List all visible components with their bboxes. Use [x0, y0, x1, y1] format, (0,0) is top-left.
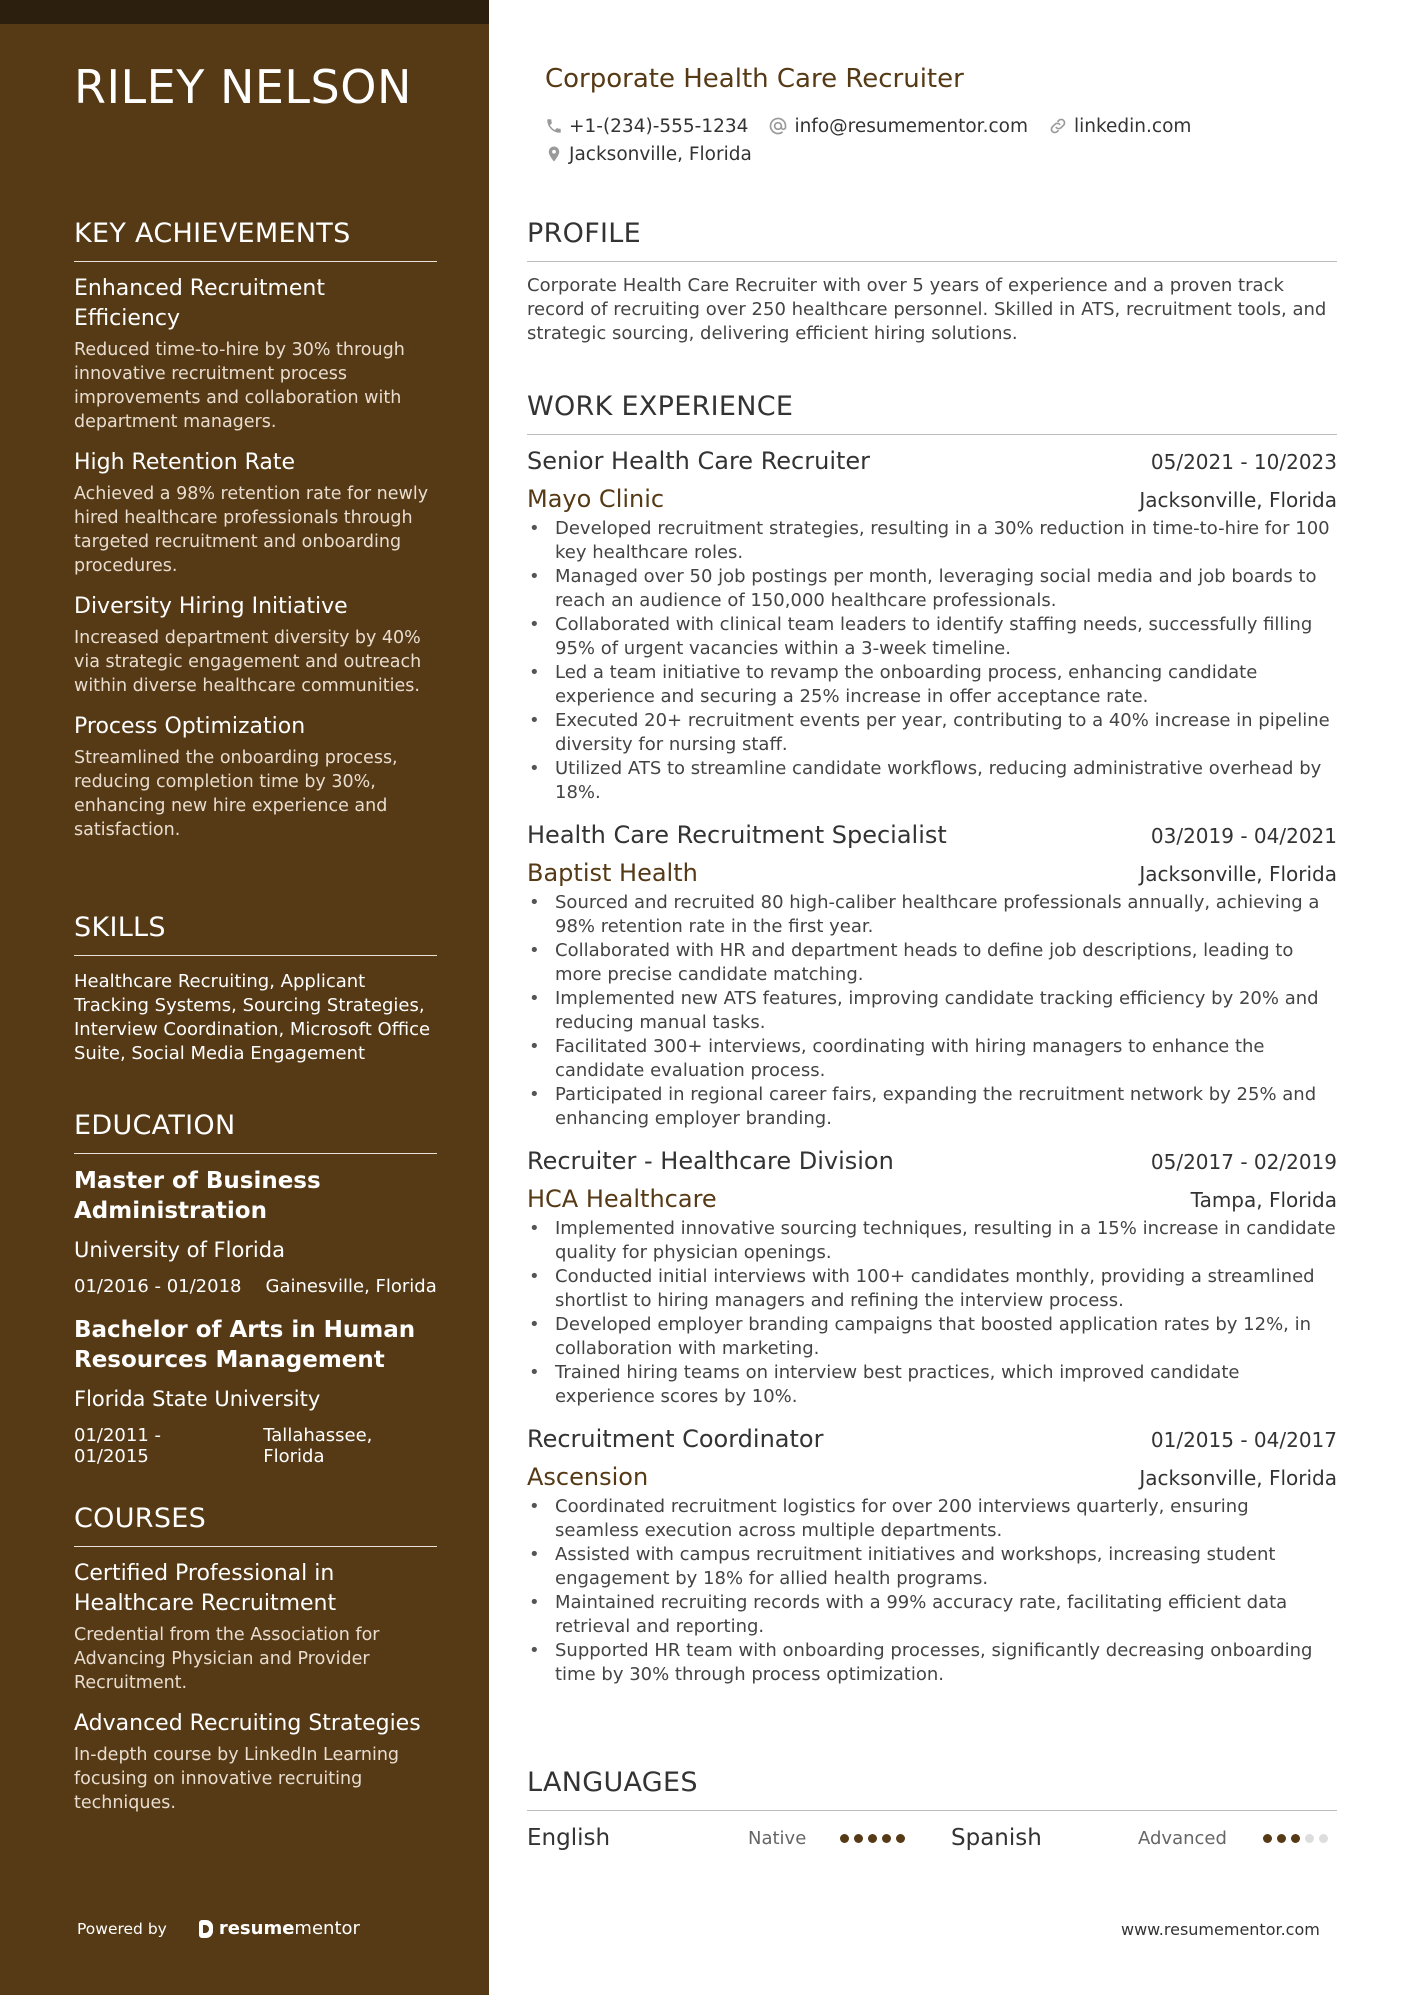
contact-phone[interactable] — [545, 116, 748, 137]
job-bullet: • Collaborated with HR and department heads to define job descriptions, leading to more precise candidate matching. — [527, 939, 1337, 987]
achievements-heading: KEY ACHIEVEMENTS — [74, 218, 437, 262]
job-bullet: • Executed 20+ recruitment events per year, contributing to a 40% increase in pipeline diversity for nursing staff. — [527, 709, 1337, 757]
jobs-list — [527, 447, 1337, 1687]
achievement-desc: Achieved a 98% retention rate for newly hired healthcare professionals through targeted recruitment and onboarding procedures. — [74, 484, 429, 576]
resumementor-logo-icon — [199, 1920, 213, 1938]
job-dates: 03/2019 - 04/2021 — [1150, 824, 1337, 848]
course-title: Certified Professional in Healthcare Recruitment — [74, 1561, 337, 1616]
job-bullet: • Collaborated with clinical team leaders to identify staffing needs, successfully filling 95% of urgent vacancies within a 3-week timeline. — [527, 613, 1337, 661]
languages-row — [527, 1823, 1337, 1853]
education-item — [74, 1315, 437, 1467]
location-pin-icon — [545, 144, 563, 164]
candidate-name: RILEY NELSON — [74, 60, 412, 114]
work-experience-heading: WORK EXPERIENCE — [527, 391, 1337, 435]
profile-text: Corporate Health Care Recruiter with over 5 years of experience and a proven track record of recruiting over 250 healthcare personnel. Skilled in ATS, recruitment tools, and strategic sourcing, delivering efficient hiring solutions. — [527, 275, 1327, 344]
job-title: Senior Health Care Recruiter — [527, 447, 871, 475]
powered-by-label: Powered by — [77, 1919, 167, 1938]
phone-icon — [545, 117, 563, 135]
job-bullet: • Maintained recruiting records with a 99% accuracy rate, facilitating efficient data retrieval and reporting. — [527, 1591, 1337, 1639]
education-dates: 01/2011 - 01/2015 — [74, 1425, 161, 1467]
achievement-item — [74, 448, 437, 578]
job-location: Jacksonville, Florida — [1139, 1466, 1337, 1490]
job-bullet: • Implemented innovative sourcing techniques, resulting in a 15% increase in candidate quality for physician openings. — [527, 1217, 1337, 1265]
rating-dot — [1305, 1834, 1314, 1843]
job-bullet: • Facilitated 300+ interviews, coordinating with hiring managers to enhance the candidate evaluation process. — [527, 1035, 1337, 1083]
job-company: Baptist Health — [527, 859, 698, 887]
achievement-item — [74, 712, 437, 842]
job-bullets — [527, 517, 1337, 805]
achievement-item — [74, 592, 437, 698]
profile-heading: PROFILE — [527, 218, 1337, 262]
rating-dot — [896, 1834, 905, 1843]
job-dates: 01/2015 - 04/2017 — [1150, 1428, 1337, 1452]
education-location: Gainesville, Florida — [265, 1276, 437, 1297]
achievement-item — [74, 274, 437, 434]
education-degree: Bachelor of Arts in Human Resources Management — [74, 1317, 416, 1373]
rating-dot — [1277, 1834, 1286, 1843]
contact-email[interactable] — [768, 116, 1028, 137]
phone-text: +1-(234)-555-1234 — [569, 115, 749, 137]
job-title: Recruitment Coordinator — [527, 1425, 824, 1453]
course-desc: In-depth course by LinkedIn Learning focusing on innovative recruiting techniques. — [74, 1745, 400, 1813]
job-entry — [527, 1425, 1337, 1687]
email-text: info@resumementor.com — [794, 115, 1028, 137]
skills-section — [74, 912, 437, 1066]
rating-dot — [1319, 1834, 1328, 1843]
job-location: Jacksonville, Florida — [1139, 488, 1337, 512]
skills-list: Healthcare Recruiting, Applicant Tracking Systems, Sourcing Strategies, Interview Coordination, Microsoft Office Suite, Social Media Engagement — [74, 971, 431, 1064]
education-heading: EDUCATION — [74, 1110, 437, 1154]
profile-section — [527, 218, 1337, 346]
job-bullet: • Participated in regional career fairs, expanding the recruitment network by 25% and enhancing employer branding. — [527, 1083, 1337, 1131]
job-bullet: • Led a team initiative to revamp the onboarding process, enhancing candidate experience and securing a 25% increase in offer acceptance rate. — [527, 661, 1337, 709]
achievement-desc: Increased department diversity by 40% via strategic engagement and outreach within diverse healthcare communities. — [74, 628, 422, 696]
job-bullet: • Implemented new ATS features, improving candidate tracking efficiency by 20% and reducing manual tasks. — [527, 987, 1337, 1035]
achievement-desc: Streamlined the onboarding process, reducing completion time by 30%, enhancing new hire experience and satisfaction. — [74, 748, 398, 840]
job-bullets — [527, 1217, 1337, 1409]
at-icon — [768, 116, 788, 136]
education-item — [74, 1166, 437, 1297]
linkedin-text: linkedin.com — [1073, 115, 1192, 137]
sidebar-top-band — [0, 0, 489, 24]
job-location: Jacksonville, Florida — [1139, 862, 1337, 886]
courses-heading: COURSES — [74, 1503, 437, 1547]
job-bullet: • Utilized ATS to streamline candidate workflows, reducing administrative overhead by 18%. — [527, 757, 1337, 805]
achievement-title: Process Optimization — [74, 714, 306, 739]
education-school: University of Florida — [74, 1238, 285, 1262]
job-title: Recruiter - Healthcare Division — [527, 1147, 894, 1175]
work-experience-section — [527, 391, 1337, 1687]
language-level: Advanced — [1138, 1827, 1227, 1849]
education-section — [74, 1110, 437, 1467]
course-title: Advanced Recruiting Strategies — [74, 1711, 421, 1736]
job-bullets — [527, 1495, 1337, 1687]
job-dates: 05/2021 - 10/2023 — [1150, 450, 1337, 474]
rating-dot — [882, 1834, 891, 1843]
job-company: Mayo Clinic — [527, 485, 665, 513]
course-item — [74, 1709, 437, 1815]
rating-dot — [854, 1834, 863, 1843]
languages-section — [527, 1767, 1337, 1853]
sidebar — [0, 0, 489, 1995]
job-bullet: • Developed recruitment strategies, resulting in a 30% reduction in time-to-hire for 100 key healthcare roles. — [527, 517, 1337, 565]
footer-url[interactable]: www.resumementor.com — [1121, 1920, 1320, 1939]
location-text: Jacksonville, Florida — [569, 143, 752, 165]
achievement-title: Diversity Hiring Initiative — [74, 594, 348, 619]
job-title-header: Corporate Health Care Recruiter — [545, 64, 964, 94]
education-dates: 01/2016 - 01/2018 — [74, 1276, 242, 1297]
rating-dot — [1291, 1834, 1300, 1843]
language-name: Spanish — [951, 1825, 1042, 1851]
job-title: Health Care Recruitment Specialist — [527, 821, 947, 849]
logo-brand-bold: resume — [218, 1918, 295, 1939]
achievement-title: High Retention Rate — [74, 450, 296, 475]
course-item — [74, 1559, 437, 1695]
resumementor-logo[interactable] — [199, 1918, 360, 1939]
job-entry — [527, 821, 1337, 1131]
rating-dot — [840, 1834, 849, 1843]
achievement-title: Enhanced Recruitment Efficiency — [74, 276, 325, 331]
language-rating — [1263, 1834, 1333, 1843]
job-company: HCA Healthcare — [527, 1185, 717, 1213]
achievements-section — [74, 218, 437, 842]
language-level: Native — [748, 1827, 807, 1849]
contact-linkedin[interactable] — [1048, 116, 1191, 137]
job-bullets — [527, 891, 1337, 1131]
courses-section — [74, 1503, 437, 1815]
job-bullet: • Coordinated recruitment logistics for over 200 interviews quarterly, ensuring seamless execution across multiple departments. — [527, 1495, 1337, 1543]
job-location: Tampa, Florida — [1190, 1188, 1337, 1212]
job-company: Ascension — [527, 1463, 649, 1491]
contact-location — [545, 144, 752, 165]
language-rating — [840, 1834, 951, 1843]
skills-heading: SKILLS — [74, 912, 437, 956]
job-entry — [527, 1147, 1337, 1409]
achievement-desc: Reduced time-to-hire by 30% through innovative recruitment process improvements and collaboration with department managers. — [74, 340, 405, 432]
languages-heading: LANGUAGES — [527, 1767, 1337, 1811]
education-school: Florida State University — [74, 1387, 321, 1411]
job-bullet: • Developed employer branding campaigns that boosted application rates by 12%, in collaboration with marketing. — [527, 1313, 1337, 1361]
job-bullet: • Assisted with campus recruitment initiatives and workshops, increasing student engagement by 18% for allied health programs. — [527, 1543, 1337, 1591]
link-icon — [1048, 116, 1068, 136]
language-name: English — [527, 1825, 611, 1851]
education-location: Tallahassee, Florida — [263, 1425, 373, 1467]
job-bullet: • Trained hiring teams on interview best practices, which improved candidate experience scores by 10%. — [527, 1361, 1337, 1409]
job-bullet: • Managed over 50 job postings per month, leveraging social media and job boards to reach an audience of 150,000 healthcare professionals. — [527, 565, 1337, 613]
logo-brand-rest: mentor — [294, 1918, 360, 1939]
job-bullet: • Conducted initial interviews with 100+ candidates monthly, providing a streamlined shortlist to hiring managers and refining the interview process. — [527, 1265, 1337, 1313]
rating-dot — [868, 1834, 877, 1843]
job-dates: 05/2017 - 02/2019 — [1150, 1150, 1337, 1174]
job-entry — [527, 447, 1337, 805]
powered-by — [77, 1918, 360, 1939]
course-desc: Credential from the Association for Advancing Physician and Provider Recruitment. — [74, 1625, 380, 1693]
job-bullet: • Supported HR team with onboarding processes, significantly decreasing onboarding time by 30% through process optimization. — [527, 1639, 1337, 1687]
rating-dot — [1263, 1834, 1272, 1843]
education-degree: Master of Business Administration — [74, 1168, 321, 1224]
contact-info — [545, 112, 1345, 168]
job-bullet: • Sourced and recruited 80 high-caliber healthcare professionals annually, achieving a 98% retention rate in the first year. — [527, 891, 1337, 939]
